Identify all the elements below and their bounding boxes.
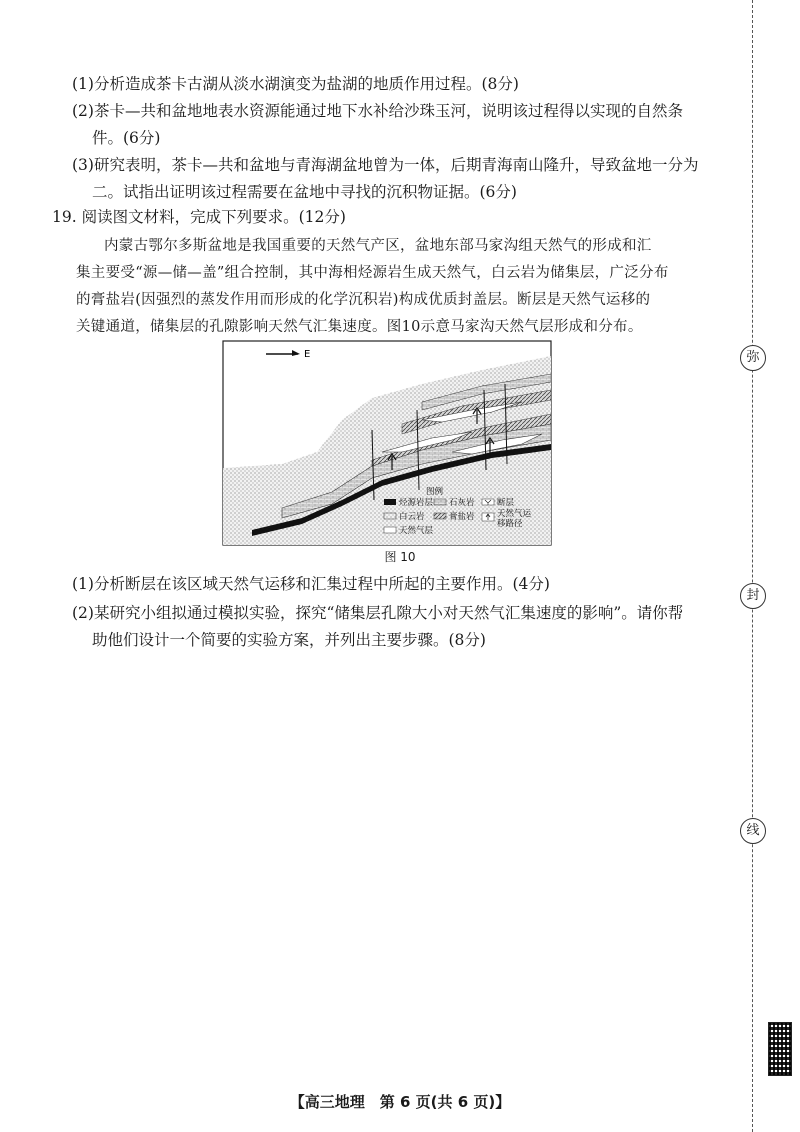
- legend-title: 图例: [426, 487, 444, 497]
- figure-caption: 图 10: [384, 550, 416, 564]
- question-18-part-1: (1)分析造成茶卡古湖从淡水湖演变为盐湖的地质作用过程。(8分): [72, 75, 519, 93]
- direction-label: E: [304, 349, 311, 360]
- question-19-part-2-cont: 助他们设计一个简要的实验方案，并列出主要步骤。(8分): [92, 631, 486, 649]
- figure-10-cross-section: [222, 340, 552, 546]
- legend-gas-layer: 天然气层: [399, 526, 434, 536]
- legend-swatch-dolomite: [384, 513, 396, 519]
- legend-migration-1: 天然气运: [497, 509, 532, 519]
- question-18-part-3: (3)研究表明，茶卡—共和盆地与青海湖盆地曾为一体，后期青海南山隆升，导致盆地一分为: [72, 156, 699, 174]
- passage-line-3: 的膏盐岩(因强烈的蒸发作用而形成的化学沉积岩)构成优质封盖层。断层是天然气运移的: [76, 292, 651, 308]
- cross-section-diagram: [222, 340, 552, 546]
- passage-line-4: 关键通道，储集层的孔隙影响天然气汇集速度。图10示意马家沟天然气层形成和分布。: [76, 319, 643, 335]
- page-footer: 【高三地理 第 6 页(共 6 页)】: [289, 1093, 511, 1111]
- passage-line-2: 集主要受“源—储—盖”组合控制，其中海相烃源岩生成天然气，白云岩为储集层，广泛分布: [76, 265, 669, 281]
- legend-dolomite: 白云岩: [399, 512, 425, 522]
- legend-swatch-gypsum-salt: [434, 513, 446, 519]
- legend-gypsum-salt: 膏盐岩: [449, 512, 475, 522]
- legend-fault: 断层: [497, 498, 515, 508]
- seal-mark-xian: 线: [740, 818, 766, 844]
- legend-swatch-gas-layer: [384, 527, 396, 533]
- legend-limestone: 石灰岩: [449, 498, 475, 508]
- legend-source-rock: 烃源岩层: [399, 498, 434, 508]
- seal-mark-feng: 封: [740, 583, 766, 609]
- legend-swatch-source-rock: [384, 499, 396, 505]
- binding-dashed-line: [752, 0, 753, 1132]
- question-19-part-2: (2)某研究小组拟通过模拟实验，探究“储集层孔隙大小对天然气汇集速度的影响”。请你帮: [72, 604, 684, 622]
- seal-mark-mi: 弥: [740, 345, 766, 371]
- question-18-part-3-cont: 二。试指出证明该过程需要在盆地中寻找的沉积物证据。(6分): [92, 183, 517, 201]
- question-19-heading: 19. 阅读图文材料，完成下列要求。(12分): [52, 208, 346, 226]
- legend-migration-2: 移路径: [497, 519, 523, 529]
- legend-swatch-limestone: [434, 499, 446, 505]
- question-18-part-2-cont: 件。(6分): [92, 129, 161, 147]
- passage-line-1: 内蒙古鄂尔多斯盆地是我国重要的天然气产区，盆地东部马家沟组天然气的形成和汇: [104, 238, 652, 254]
- question-18-part-2: (2)茶卡—共和盆地地表水资源能通过地下水补给沙珠玉河，说明该过程得以实现的自然条: [72, 102, 683, 120]
- question-19-part-1: (1)分析断层在该区域天然气运移和汇集过程中所起的主要作用。(4分): [72, 575, 550, 593]
- qr-code-icon: [768, 1022, 792, 1076]
